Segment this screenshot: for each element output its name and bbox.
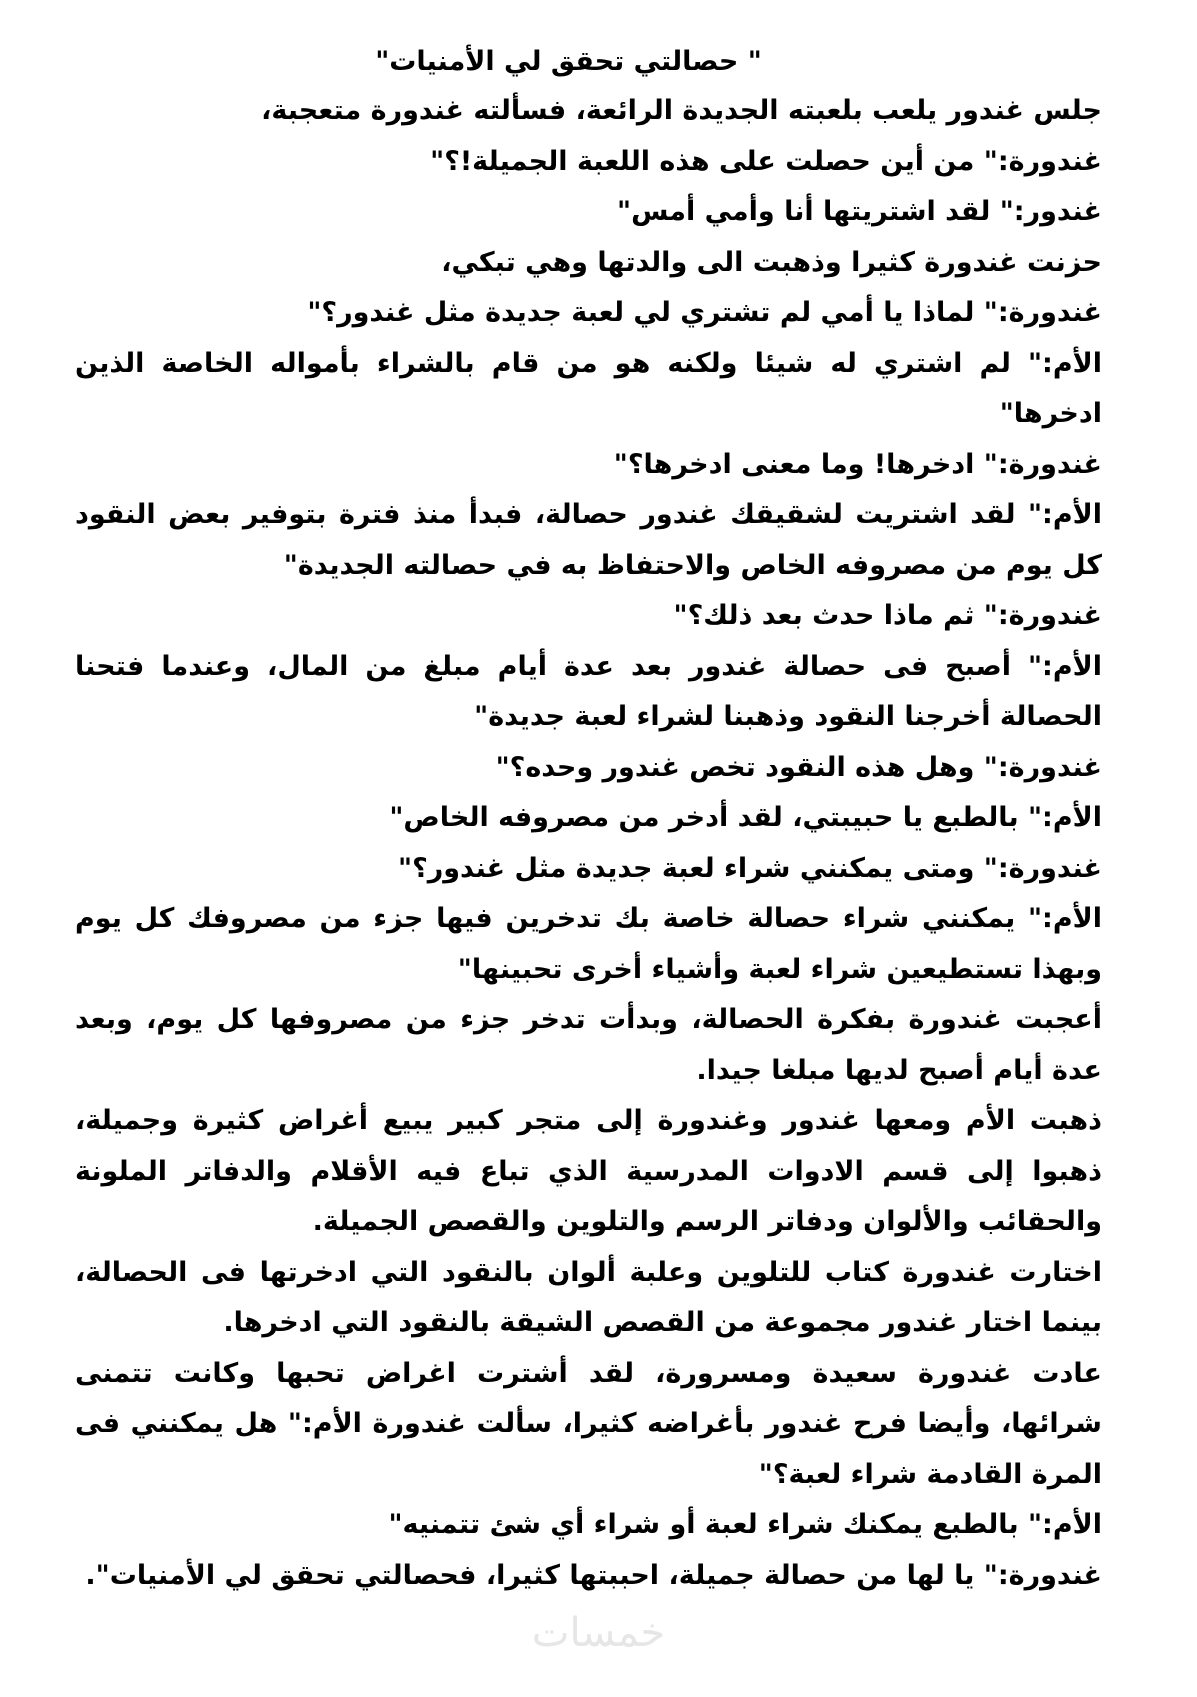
paragraph: أعجبت غندورة بفكرة الحصالة، وبدأت تدخر جزء من مصروفها كل يوم، وبعد عدة أيام أصبح لديها مبلغا جيدا.	[75, 1004, 1102, 1086]
paragraph: الأم:" لقد اشتريت لشقيقك غندور حصالة، فبدأ منذ فترة بتوفير بعض النقود كل يوم من مصروفه الخاص والاحتفاظ به في حصالته الجديدة"	[75, 499, 1102, 581]
paragraph: الأم:" لم اشتري له شيئا ولكنه هو من قام بالشراء بأمواله الخاصة الذين ادخرها"	[75, 347, 1102, 429]
paragraph: غندورة:" ثم ماذا حدث بعد ذلك؟"	[673, 600, 1102, 631]
paragraph: غندورة:" ادخرها! وما معنى ادخرها؟"	[613, 448, 1102, 480]
paragraph: عادت غندورة سعيدة ومسرورة، لقد أشترت اغراض تحبها وكانت تتمنى شرائها، وأيضا فرح غندور بأغراضه كثيرا، سألت غندورة الأم:" هل يمكنني فى المرة القادمة شراء لعبة؟"	[75, 1357, 1102, 1490]
paragraph: الأم:" بالطبع يمكنك شراء لعبة أو شراء أي شئ تتمنيه"	[388, 1509, 1102, 1540]
paragraph: غندورة:" يا لها من حصالة جميلة، احببتها كثيرا، فحصالتي تحقق لي الأمنيات".	[85, 1559, 1102, 1591]
paragraph: غندورة:" من أين حصلت على هذه اللعبة الجميلة!؟"	[430, 145, 1102, 177]
story-title: " حصالتي تحقق لي الأمنيات"	[375, 46, 762, 77]
paragraph: الأم:" بالطبع يا حبيبتي، لقد أدخر من مصروفه الخاص"	[389, 802, 1102, 833]
paragraph: حزنت غندورة كثيرا وذهبت الى والدتها وهي تبكي،	[441, 246, 1102, 278]
story-body	[75, 86, 1102, 1601]
paragraph: جلس غندور يلعب بلعبته الجديدة الرائعة، فسألته غندورة متعجبة،	[261, 95, 1102, 126]
paragraph: ذهبت الأم ومعها غندور وغندورة إلى متجر كبير يبيع أغراض كثيرة وجميلة، ذهبوا إلى قسم الادوات المدرسية الذي تباع فيه الأقلام والدفاتر الملونة والحقائب والألوان ودفاتر الرسم والتلوين والقصص الجميلة.	[75, 1105, 1102, 1237]
paragraph: اختارت غندورة كتاب للتلوين وعلبة ألوان بالنقود التي ادخرتها فى الحصالة، بينما اختار غندور مجموعة من القصص الشيقة بالنقود التي ادخرها.	[75, 1256, 1102, 1338]
paragraph: غندور:" لقد اشتريتها أنا وأمي أمس"	[617, 196, 1102, 227]
paragraph: الأم:" أصبح فى حصالة غندور بعد عدة أيام مبلغ من المال، وعندما فتحنا الحصالة أخرجنا النقود وذهبنا لشراء لعبة جديدة"	[75, 650, 1102, 732]
paragraph: غندورة:" وهل هذه النقود تخص غندور وحده؟"	[495, 751, 1102, 783]
paragraph: غندورة:" ومتى يمكنني شراء لعبة جديدة مثل غندور؟"	[398, 852, 1102, 884]
paragraph: الأم:" يمكنني شراء حصالة خاصة بك تدخرين فيها جزء من مصروفك كل يوم وبهذا تستطيعين شراء لعبة وأشياء أخرى تحبينها"	[75, 903, 1102, 985]
paragraph: غندورة:" لماذا يا أمي لم تشتري لي لعبة جديدة مثل غندور؟"	[307, 297, 1102, 328]
watermark-logo: خمسات	[531, 1610, 666, 1656]
